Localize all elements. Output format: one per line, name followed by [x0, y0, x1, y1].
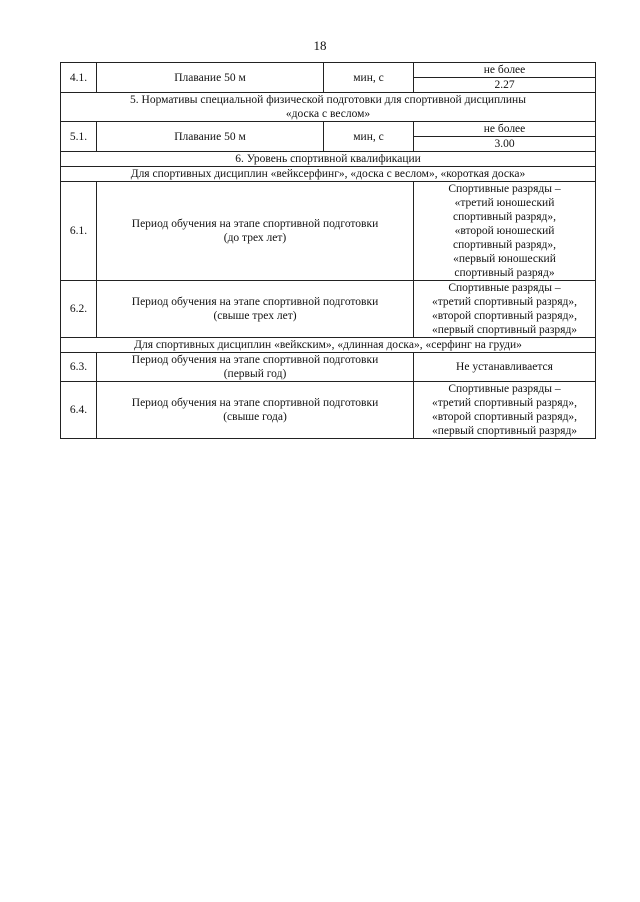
row-number: 5.1.: [61, 122, 97, 152]
section-header-row: [61, 93, 596, 122]
row-number: 6.4.: [61, 382, 97, 439]
qualification-line: «третий юношеский: [454, 197, 555, 209]
section-5-line2: «доска с веслом»: [285, 108, 371, 120]
table-row: [61, 353, 596, 382]
qualification-cell: [414, 182, 596, 281]
qualification-line: «первый спортивный разряд»: [431, 425, 578, 437]
table-row: [61, 182, 596, 281]
group-header-row: [61, 167, 596, 182]
qualification-line: спортивный разряд»,: [452, 239, 557, 251]
table-row: [61, 281, 596, 338]
table-row: [61, 63, 596, 78]
qualification-cell: Не устанавливается: [414, 353, 596, 382]
qualification-line: «третий спортивный разряд»,: [431, 397, 578, 409]
row-number: 6.1.: [61, 182, 97, 281]
section-5-title: [61, 93, 596, 122]
section-5-line1: 5. Нормативы специальной физической подготовки для спортивной дисциплины: [130, 94, 526, 106]
page-number: 18: [313, 38, 327, 53]
qualification-line: «первый спортивный разряд»: [431, 324, 578, 336]
period-line1: Период обучения на этапе спортивной подготовки: [131, 354, 379, 366]
period-description: [97, 182, 414, 281]
qualification-line: Спортивные разряды –: [448, 383, 561, 395]
limit-label: не более: [414, 122, 596, 137]
row-number: 4.1.: [61, 63, 97, 93]
period-line1: Период обучения на этапе спортивной подготовки: [131, 296, 379, 308]
section-header-row: [61, 152, 596, 167]
row-number: 6.2.: [61, 281, 97, 338]
standards-table: [60, 62, 596, 439]
limit-label: не более: [414, 63, 596, 78]
qualification-line: «второй спортивный разряд»,: [431, 310, 578, 322]
unit-cell: мин, с: [324, 122, 414, 152]
group-b-title: Для спортивных дисциплин «вейкским», «длинная доска», «серфинг на груди»: [61, 338, 596, 353]
period-line1: Период обучения на этапе спортивной подготовки: [131, 218, 379, 230]
period-description: [97, 281, 414, 338]
exercise-name: Плавание 50 м: [97, 63, 324, 93]
qualification-line: спортивный разряд»: [454, 267, 555, 279]
norm-value: 2.27: [414, 78, 596, 93]
qualification-line: Спортивные разряды –: [448, 282, 561, 294]
period-line1: Период обучения на этапе спортивной подготовки: [131, 397, 379, 409]
period-line2: (свыше года): [223, 411, 287, 423]
norm-value: 3.00: [414, 137, 596, 152]
table-row: [61, 122, 596, 137]
period-description: [97, 382, 414, 439]
qualification-line: спортивный разряд»,: [452, 211, 557, 223]
section-6-title: 6. Уровень спортивной квалификации: [61, 152, 596, 167]
qualification-line: Спортивные разряды –: [448, 183, 561, 195]
table-row: [61, 382, 596, 439]
row-number: 6.3.: [61, 353, 97, 382]
group-a-title: Для спортивных дисциплин «вейксерфинг», «доска с веслом», «короткая доска»: [61, 167, 596, 182]
qualification-cell: [414, 382, 596, 439]
period-line2: (первый год): [223, 368, 287, 380]
qualification-cell: [414, 281, 596, 338]
qualification-line: «второй спортивный разряд»,: [431, 411, 578, 423]
qualification-line: «третий спортивный разряд»,: [431, 296, 578, 308]
qualification-line: «первый юношеский: [453, 253, 556, 265]
unit-cell: мин, с: [324, 63, 414, 93]
group-header-row: [61, 338, 596, 353]
qualification-line: «второй юношеский: [454, 225, 555, 237]
period-line2: (свыше трех лет): [213, 310, 297, 322]
period-description: [97, 353, 414, 382]
period-line2: (до трех лет): [223, 232, 287, 244]
exercise-name: Плавание 50 м: [97, 122, 324, 152]
